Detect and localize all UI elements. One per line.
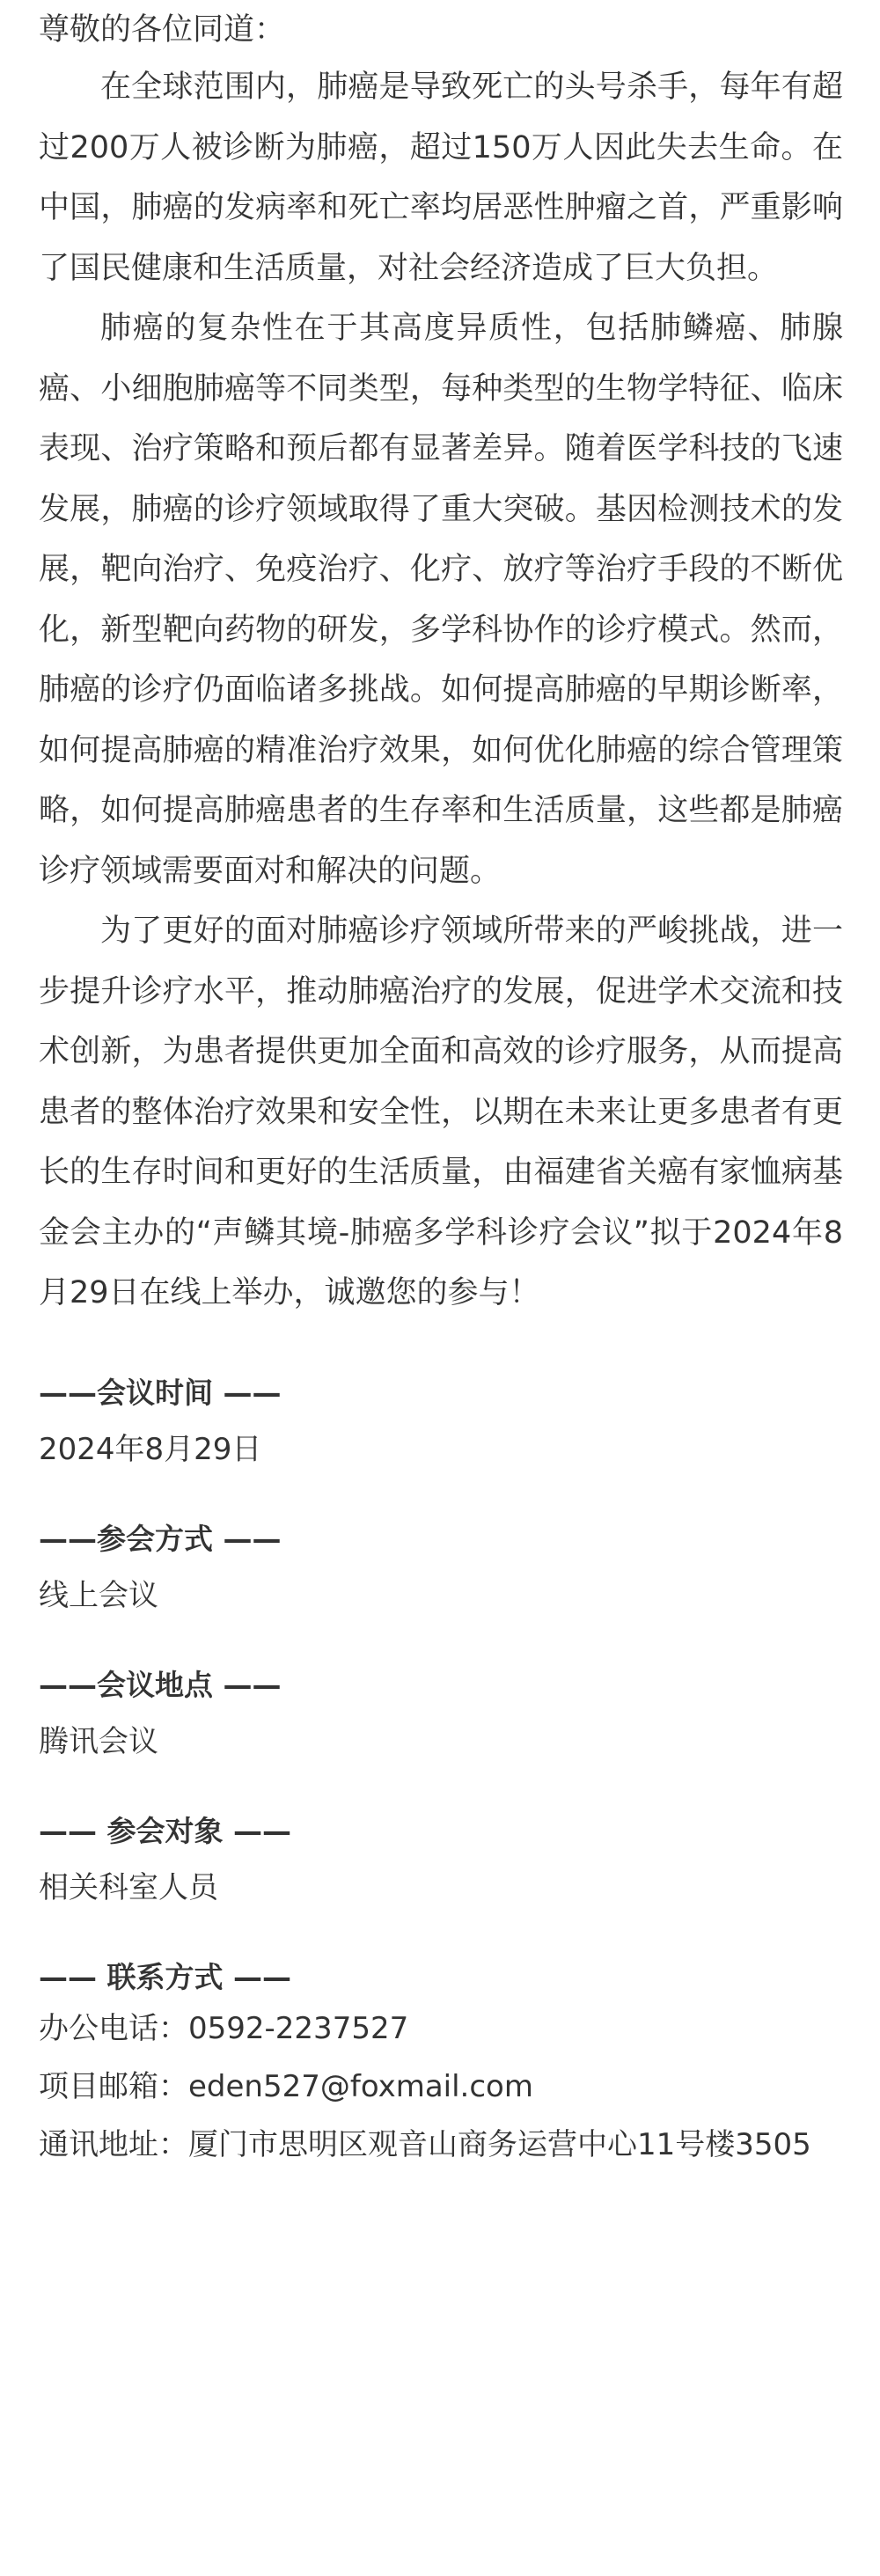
intro-paragraph: 在全球范围内，肺癌是导致死亡的头号杀手，每年有超过200万人被诊断为肺癌，超过150万人因此失去生命。在中国，肺癌的发病率和死亡率均居恶性肿瘤之首，严重影响了国民健康和生活质量，对社会经济造成了巨大负担。 (39, 70, 843, 286)
contact-address: 通讯地址：厦门市思明区观音山商务运营中心11号楼3505 (39, 2126, 811, 2162)
contact-heading: —— 联系方式 —— (39, 1959, 291, 1994)
invitation-paragraph: 为了更好的面对肺癌诊疗领域所带来的严峻挑战，进一步提升诊疗水平，推动肺癌治疗的发展，促进学术交流和技术创新，为患者提供更加全面和高效的诊疗服务，从而提高患者的整体治疗效果和安全性，以期在未来让更多患者有更长的生存时间和更好的生活质量，由福建省关癌有家恤病基金会主办的“声鳞其境-肺癌多学科诊疗会议”拟于2024年8月29日在线上举办，诚邀您的参与！ (39, 914, 843, 1310)
meeting-method-heading: ——参会方式 —— (39, 1521, 282, 1556)
meeting-time-value: 2024年8月29日 (39, 1431, 262, 1467)
background-paragraph: 肺癌的复杂性在于其高度异质性，包括肺鳞癌、肺腺癌、小细胞肺癌等不同类型，每种类型的生物学特征、临床表现、治疗策略和预后都有显著差异。随着医学科技的飞速发展，肺癌的诊疗领域取得了重大突破。基因检测技术的发展，靶向治疗、免疫治疗、化疗、放疗等治疗手段的不断优化，新型靶向药物的研发，多学科协作的诊疗模式。然而，肺癌的诊疗仍面临诸多挑战。如何提高肺癌的早期诊断率，如何提高肺癌的精准治疗效果，如何优化肺癌的综合管理策略，如何提高肺癌患者的生存率和生活质量，这些都是肺癌诊疗领域需要面对和解决的问题。 (39, 311, 843, 889)
meeting-method-value: 线上会议 (39, 1577, 158, 1613)
meeting-time-heading: ——会议时间 —— (39, 1375, 282, 1410)
meeting-audience-heading: —— 参会对象 —— (39, 1813, 291, 1848)
contact-email: 项目邮箱：eden527@foxmail.com (39, 2068, 533, 2104)
meeting-audience-value: 相关科室人员 (39, 1869, 218, 1905)
meeting-time-section (39, 1371, 843, 1471)
meeting-location-section (39, 1663, 843, 1764)
contact-section (39, 1956, 843, 2174)
meeting-info (39, 1371, 843, 2174)
meeting-location-value: 腾讯会议 (39, 1723, 158, 1759)
meeting-method-section (39, 1517, 843, 1618)
greeting: 尊敬的各位同道： (39, 12, 286, 48)
meeting-location-heading: ——会议地点 —— (39, 1667, 282, 1702)
contact-phone: 办公电话：0592-2237527 (39, 2010, 409, 2046)
meeting-audience-section (39, 1809, 843, 1910)
